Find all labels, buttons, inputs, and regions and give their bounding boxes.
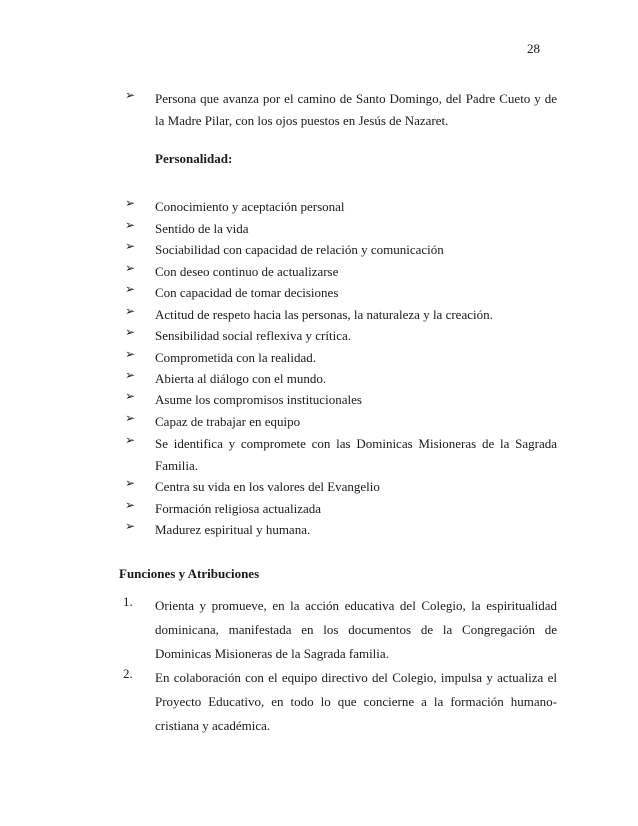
- personality-item: [125, 196, 557, 218]
- page-number: 28: [527, 41, 540, 56]
- arrow-bullet-icon: ➢: [125, 389, 136, 403]
- personality-item: [125, 411, 557, 433]
- personality-item-text: Conocimiento y aceptación personal: [155, 199, 345, 214]
- personality-item: [125, 261, 557, 283]
- function-item-text: En colaboración con el equipo directivo del Colegio, impulsa y actualiza el Proyecto Educativo, en todo lo que concierne a la formación humano-cristiana y académica.: [155, 670, 557, 733]
- personality-item-text: Sentido de la vida: [155, 221, 249, 236]
- arrow-bullet-icon: ➢: [125, 347, 136, 361]
- arrow-bullet-icon: ➢: [125, 519, 136, 533]
- arrow-bullet-icon: ➢: [125, 88, 136, 102]
- personality-item-text: Sociabilidad con capacidad de relación y comunicación: [155, 242, 444, 257]
- arrow-bullet-icon: ➢: [125, 433, 136, 447]
- personality-item: [125, 347, 557, 369]
- personality-item: [125, 239, 557, 261]
- arrow-bullet-icon: ➢: [125, 282, 136, 296]
- arrow-bullet-icon: ➢: [125, 325, 136, 339]
- personality-item-text: Sensibilidad social reflexiva y crítica.: [155, 328, 352, 343]
- arrow-bullet-icon: ➢: [125, 368, 136, 382]
- personality-heading: Personalidad:: [155, 151, 233, 166]
- function-item: [123, 594, 557, 666]
- personality-item-text: Con capacidad de tomar decisiones: [155, 285, 339, 300]
- function-item-number: 1.: [123, 594, 133, 609]
- function-item: [123, 666, 557, 738]
- personality-item: [125, 498, 557, 520]
- personality-item-text: Con deseo continuo de actualizarse: [155, 264, 339, 279]
- personality-item: [125, 325, 557, 347]
- intro-bullet-text: Persona que avanza por el camino de Santo Domingo, del Padre Cueto y de la Madre Pilar, con los ojos puestos en Jesús de Nazaret.: [155, 91, 557, 128]
- personality-item: [125, 218, 557, 240]
- arrow-bullet-icon: ➢: [125, 411, 136, 425]
- personality-item-text: Asume los compromisos institucionales: [155, 392, 362, 407]
- function-item-number: 2.: [123, 666, 133, 681]
- arrow-bullet-icon: ➢: [125, 304, 136, 318]
- arrow-bullet-icon: ➢: [125, 239, 136, 253]
- arrow-bullet-icon: ➢: [125, 218, 136, 232]
- arrow-bullet-icon: ➢: [125, 476, 136, 490]
- personality-item: [125, 433, 557, 476]
- personality-item: [125, 389, 557, 411]
- arrow-bullet-icon: ➢: [125, 196, 136, 210]
- personality-item-text: Centra su vida en los valores del Evangelio: [155, 479, 380, 494]
- functions-heading: Funciones y Atribuciones: [119, 566, 260, 581]
- personality-item: [125, 519, 557, 541]
- personality-item-text: Madurez espiritual y humana.: [155, 522, 311, 537]
- arrow-bullet-icon: ➢: [125, 261, 136, 275]
- function-item-text: Orienta y promueve, en la acción educativa del Colegio, la espiritualidad dominicana, manifestada en los documentos de la Congregación de Dominicas Misioneras de la Sagrada familia.: [155, 598, 557, 661]
- personality-item: [125, 282, 557, 304]
- arrow-bullet-icon: ➢: [125, 498, 136, 512]
- personality-item: [125, 368, 557, 390]
- personality-item: [125, 476, 557, 498]
- personality-item-text: Actitud de respeto hacia las personas, la naturaleza y la creación.: [155, 307, 493, 322]
- personality-item-text: Se identifica y compromete con las Dominicas Misioneras de la Sagrada Familia.: [155, 436, 557, 473]
- personality-item: [125, 304, 557, 326]
- personality-item-text: Formación religiosa actualizada: [155, 501, 322, 516]
- intro-bullet: [125, 88, 557, 131]
- personality-item-text: Capaz de trabajar en equipo: [155, 414, 301, 429]
- personality-item-text: Comprometida con la realidad.: [155, 350, 317, 365]
- personality-item-text: Abierta al diálogo con el mundo.: [155, 371, 327, 386]
